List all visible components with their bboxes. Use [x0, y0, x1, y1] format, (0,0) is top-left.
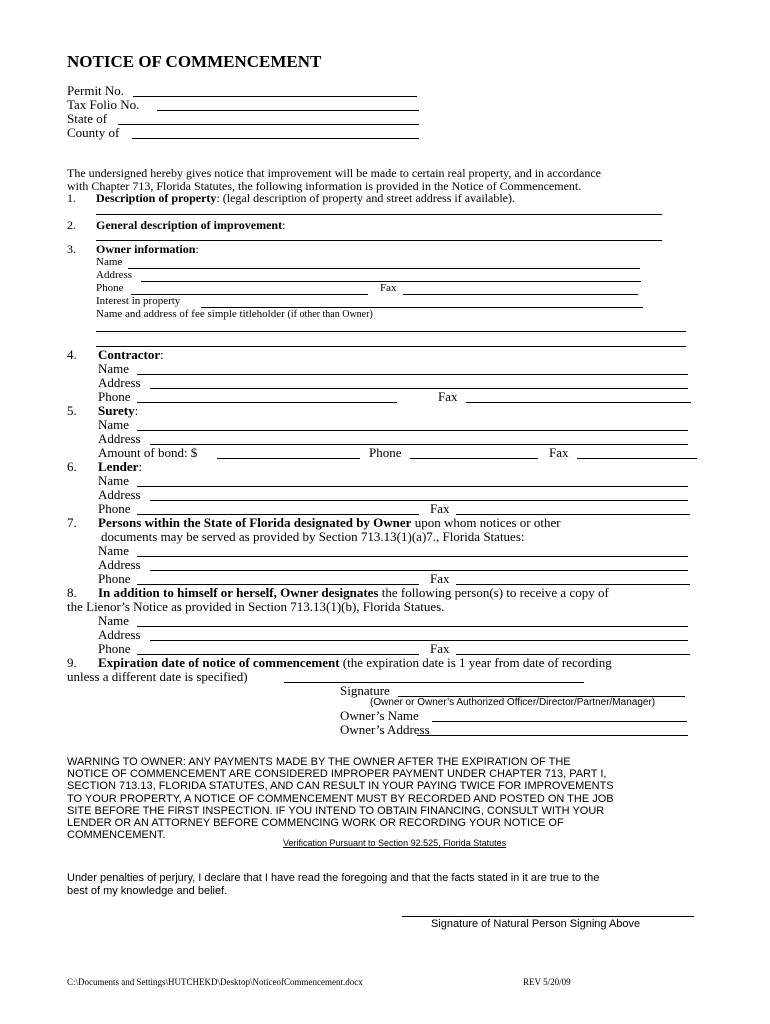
- owner-address-sign-label: Owner’s Address: [340, 722, 430, 737]
- section-7-number: 7.: [67, 515, 77, 530]
- contractor-fax-label: Fax: [438, 389, 458, 404]
- section-3-title: Owner information: [96, 242, 196, 256]
- warning-line: WARNING TO OWNER: ANY PAYMENTS MADE BY THE OWNER AFTER THE EXPIRATION OF THE: [67, 756, 571, 768]
- contractor-address-field[interactable]: [150, 388, 688, 389]
- owner-fax-label: Fax: [380, 282, 397, 294]
- surety-phone-label: Phone: [369, 445, 402, 460]
- section-2-number: 2.: [67, 218, 76, 232]
- surety-fax-field[interactable]: [577, 458, 697, 459]
- section-4-number: 4.: [67, 347, 77, 362]
- surety-phone-field[interactable]: [410, 458, 538, 459]
- section-7-title: Persons within the State of Florida designated by Owner: [98, 515, 412, 530]
- fee-holder-note: (if other than Owner): [287, 309, 373, 320]
- intro-line-2: with Chapter 713, Florida Statutes, the following information is provided in the Notice of Commencement.: [67, 179, 582, 193]
- section-9-title: Expiration date of notice of commencement: [98, 655, 340, 670]
- warning-line: NOTICE OF COMMENCEMENT ARE CONSIDERED IMPROPER PAYMENT UNDER CHAPTER 713, PART I,: [67, 768, 607, 781]
- warning-line: TO YOUR PROPERTY, A NOTICE OF COMMENCEMENT MUST BY RECORDED AND POSTED ON THE JOB: [67, 792, 614, 805]
- contractor-phone-label: Phone: [98, 389, 131, 404]
- footer-revision: REV 5/20/09: [523, 977, 571, 987]
- signature-note: (Owner or Owner’s Authorized Officer/Director/Partner/Manager): [370, 697, 656, 708]
- county-field[interactable]: [132, 138, 419, 139]
- surety-name-label: Name: [98, 417, 130, 432]
- copy-recipient-phone-label: Phone: [98, 641, 131, 656]
- owner-name-sign-label: Owner’s Name: [340, 708, 419, 723]
- designee-address-field[interactable]: [150, 570, 688, 571]
- fee-holder-field-1[interactable]: [96, 331, 686, 332]
- section-1-heading: [96, 191, 515, 206]
- lender-address-label: Address: [98, 487, 141, 502]
- verification-heading: Verification Pursuant to Section 92.525, Florida Statutes: [283, 838, 507, 848]
- owner-name-sign-field[interactable]: [432, 721, 687, 722]
- county-label: County of: [67, 125, 120, 140]
- contractor-phone-field[interactable]: [137, 402, 397, 403]
- lender-name-field[interactable]: [137, 486, 688, 487]
- natural-person-signature-field[interactable]: [402, 916, 694, 917]
- owner-name-label: Name: [96, 256, 123, 268]
- copy-recipient-address-label: Address: [98, 627, 141, 642]
- surety-bond-label: Amount of bond: $: [98, 445, 198, 460]
- perjury-line-2: best of my knowledge and belief.: [67, 885, 228, 897]
- section-8-title: In addition to himself or herself, Owner designates: [98, 585, 379, 600]
- page-title: NOTICE OF COMMENCEMENT: [67, 52, 322, 71]
- improvement-description-field[interactable]: [96, 240, 662, 241]
- section-1-number: 1.: [67, 191, 76, 205]
- section-3-number: 3.: [67, 242, 76, 256]
- contractor-name-label: Name: [98, 361, 130, 376]
- section-3-colon: :: [195, 242, 199, 256]
- contractor-fax-field[interactable]: [466, 402, 691, 403]
- section-8-text: the following person(s) to receive a copy of: [378, 585, 609, 600]
- warning-to-owner: [67, 756, 614, 841]
- lender-fax-label: Fax: [430, 501, 450, 516]
- designee-name-field[interactable]: [137, 556, 688, 557]
- designee-name-label: Name: [98, 543, 130, 558]
- section-7-line-2: documents may be served as provided by Section 713.13(1)(a)7., Florida Statues:: [101, 529, 525, 544]
- permit-no-field[interactable]: [133, 96, 417, 97]
- section-4-colon: :: [160, 347, 164, 362]
- owner-name-field[interactable]: [128, 268, 640, 269]
- section-8-number: 8.: [67, 585, 77, 600]
- surety-address-field[interactable]: [150, 444, 688, 445]
- designee-fax-label: Fax: [430, 571, 450, 586]
- copy-recipient-name-field[interactable]: [137, 626, 688, 627]
- state-label: State of: [67, 111, 108, 126]
- owner-address-label: Address: [96, 269, 133, 281]
- lender-address-field[interactable]: [150, 500, 688, 501]
- surety-name-field[interactable]: [137, 430, 688, 431]
- lender-name-label: Name: [98, 473, 130, 488]
- section-8-line-2: the Lienor’s Notice as provided in Section 713.13(1)(b), Florida Statues.: [67, 599, 445, 614]
- section-6-colon: :: [138, 459, 143, 474]
- owner-interest-label: Interest in property: [96, 295, 181, 307]
- section-1-title: Description of property: [96, 191, 217, 205]
- state-field[interactable]: [118, 124, 419, 125]
- copy-recipient-address-field[interactable]: [150, 640, 688, 641]
- section-9-text: (the expiration date is 1 year from date of recording: [339, 655, 612, 670]
- warning-line: SECTION 713.13, FLORIDA STATUTES, AND CAN RESULT IN YOUR PAYING TWICE FOR IMPROVEMENTS: [67, 780, 614, 793]
- perjury-line-1: Under penalties of perjury, I declare that I have read the foregoing and that the facts stated in it are true to the: [67, 872, 600, 884]
- section-2-colon: :: [282, 218, 286, 232]
- signature-label: Signature: [340, 683, 390, 698]
- section-6-number: 6.: [67, 459, 77, 474]
- section-1-note: : (legal description of property and street address if available).: [216, 191, 515, 205]
- section-5-number: 5.: [67, 403, 77, 418]
- designee-address-label: Address: [98, 557, 141, 572]
- natural-person-signature-label: Signature of Natural Person Signing Above: [431, 918, 641, 930]
- tax-folio-label: Tax Folio No.: [67, 97, 140, 112]
- surety-bond-field[interactable]: [217, 458, 360, 459]
- permit-no-label: Permit No.: [67, 83, 125, 98]
- section-6-title: Lender: [98, 459, 139, 474]
- fee-holder-field-2[interactable]: [96, 346, 686, 347]
- warning-line: LENDER OR AN ATTORNEY BEFORE COMMENCING WORK OR RECORDING YOUR NOTICE OF: [67, 817, 564, 830]
- footer-file-path: C:\Documents and Settings\HUTCHEKD\Desktop\NoticeofCommencement.docx: [67, 977, 363, 987]
- surety-fax-label: Fax: [549, 445, 569, 460]
- warning-line: COMMENCEMENT.: [67, 829, 166, 842]
- section-9-number: 9.: [67, 655, 77, 670]
- warning-line: SITE BEFORE THE FIRST INSPECTION. IF YOU INTEND TO OBTAIN FINANCING, CONSULT WITH YOUR: [67, 804, 605, 817]
- section-5-title: Surety: [98, 403, 135, 418]
- expiration-date-field[interactable]: [284, 682, 584, 683]
- copy-recipient-name-label: Name: [98, 613, 130, 628]
- property-description-field[interactable]: [96, 214, 662, 215]
- intro-line-1: The undersigned hereby gives notice that improvement will be made to certain real property, and in accordance: [67, 166, 602, 180]
- tax-folio-field[interactable]: [157, 110, 419, 111]
- fee-holder-label: [96, 308, 373, 320]
- owner-fax-field[interactable]: [403, 294, 638, 295]
- copy-recipient-fax-label: Fax: [430, 641, 450, 656]
- section-2-heading: [96, 218, 285, 233]
- contractor-address-label: Address: [98, 375, 141, 390]
- section-3-heading: [96, 242, 199, 257]
- section-7-text: upon whom notices or other: [411, 515, 561, 530]
- surety-address-label: Address: [98, 431, 141, 446]
- owner-address-sign-field[interactable]: [417, 735, 688, 736]
- contractor-name-field[interactable]: [137, 374, 688, 375]
- owner-phone-label: Phone: [96, 282, 124, 294]
- designee-phone-label: Phone: [98, 571, 131, 586]
- section-2-title: General description of improvement: [96, 218, 283, 232]
- section-5-colon: :: [134, 403, 139, 418]
- section-4-title: Contractor: [98, 347, 161, 362]
- section-9-line-2: unless a different date is specified): [67, 669, 248, 684]
- fee-holder-text: Name and address of fee simple titleholder: [96, 308, 285, 320]
- lender-phone-label: Phone: [98, 501, 131, 516]
